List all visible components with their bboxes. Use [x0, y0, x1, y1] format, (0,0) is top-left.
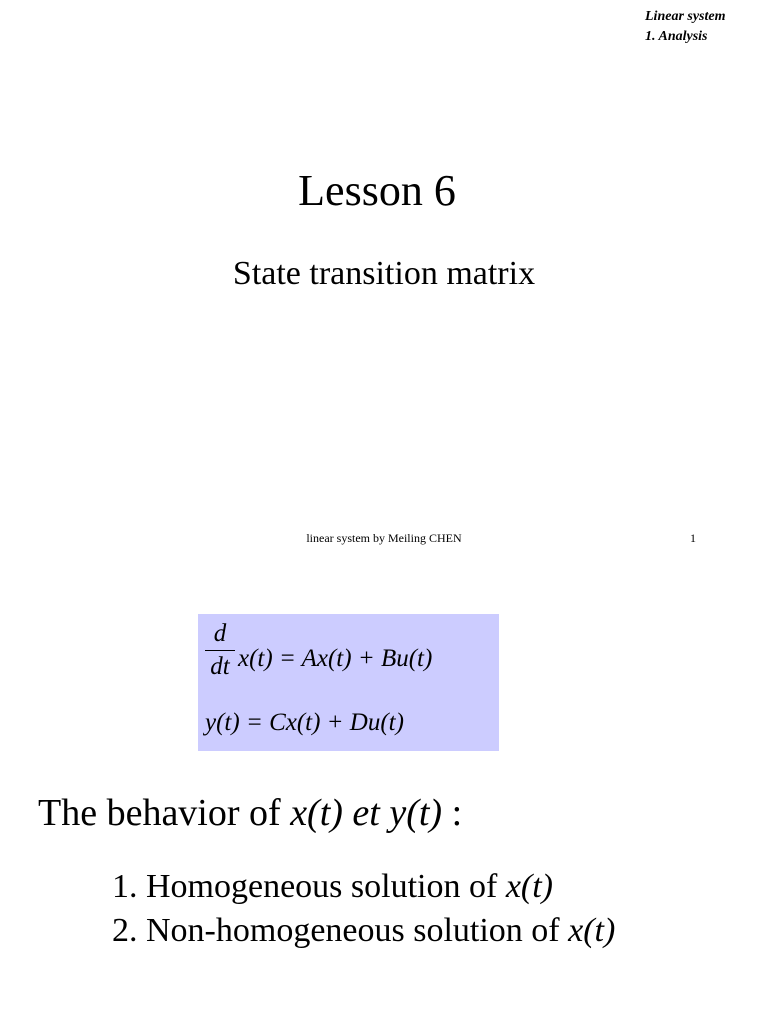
state-equation: x(t) = Ax(t) + Bu(t): [238, 645, 433, 672]
state-space-equation-box: [198, 614, 499, 751]
section-tag: [645, 7, 755, 47]
list-item-variable: x(t): [505, 868, 553, 905]
list-item-label: 1. Homogeneous solution of: [112, 868, 506, 905]
behavior-heading: [38, 790, 462, 836]
behavior-prefix: The behavior of: [38, 792, 291, 834]
footer-author: linear system by Meiling CHEN: [306, 531, 462, 545]
fraction-numerator: d: [213, 620, 227, 647]
lesson-subtitle: State transition matrix: [232, 255, 536, 292]
section-tag-line1: Linear system: [645, 9, 726, 24]
derivative-fraction: [205, 620, 235, 681]
section-tag-line2: 1. Analysis: [645, 29, 708, 44]
fraction-denominator: dt: [210, 653, 230, 680]
fraction-bar: [205, 650, 235, 651]
list-item: [112, 910, 615, 952]
behavior-suffix: :: [442, 792, 463, 834]
list-item-variable: x(t): [568, 912, 616, 949]
output-equation: y(t) = Cx(t) + Du(t): [205, 709, 404, 736]
behavior-variables: x(t) et y(t): [290, 792, 443, 834]
list-item-label: 2. Non-homogeneous solution of: [112, 912, 569, 949]
lesson-title: Lesson 6: [298, 166, 456, 215]
page-number: 1: [690, 531, 696, 545]
list-item: [112, 866, 553, 908]
